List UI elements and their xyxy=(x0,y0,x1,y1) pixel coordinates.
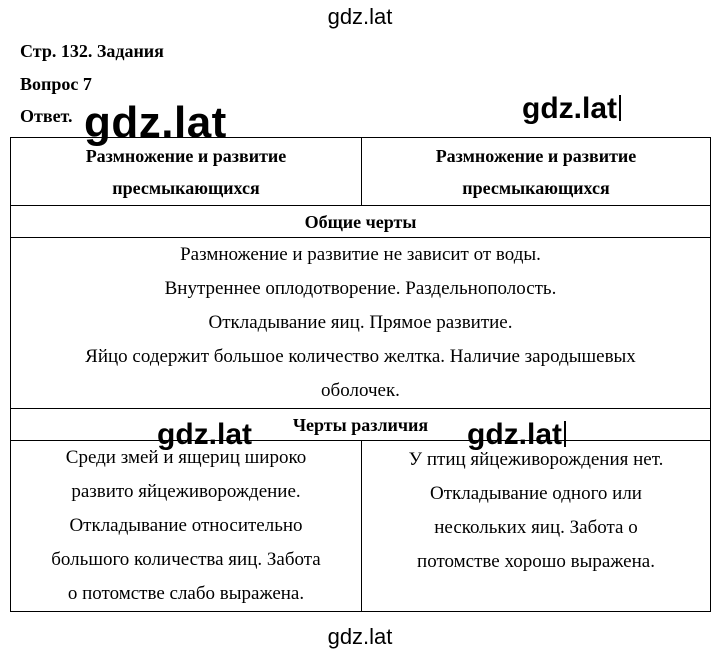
common-line: оболочек. xyxy=(321,380,400,401)
common-line: Откладывание яиц. Прямое развитие. xyxy=(208,312,513,333)
watermark-bottom: gdz.lat xyxy=(327,624,393,649)
left-line: развито яйцеживорождение. xyxy=(71,481,301,502)
watermark-bar xyxy=(564,421,566,447)
watermark-right-text: gdz.lat xyxy=(522,92,617,125)
right-line: потомстве хорошо выражена. xyxy=(417,551,655,572)
page-reference: Стр. 132. Задания xyxy=(20,41,164,61)
common-features-cell xyxy=(11,238,711,409)
watermark-large: gdz.lat xyxy=(84,98,227,147)
differences-title: Черты различия xyxy=(11,409,711,441)
right-line: Откладывание одного или xyxy=(430,483,642,504)
left-line: о потомстве слабо выражена. xyxy=(67,583,305,604)
common-line: Яйцо содержит большое количество желтка. Наличие зародышевых xyxy=(85,346,636,367)
right-line: У птиц яйцеживорождения нет. xyxy=(408,449,664,470)
left-line: Среди змей и ящериц широко xyxy=(65,447,307,468)
column-header-right-line-1: Размножение и развитие xyxy=(435,145,637,166)
watermark-middle-right-text: gdz.lat xyxy=(467,418,562,451)
column-header-left-line-1: Размножение и развитие xyxy=(85,145,287,166)
common-line: Размножение и развитие не зависит от воды. xyxy=(180,244,541,265)
comparison-table xyxy=(10,137,711,612)
differences-left-cell xyxy=(11,441,362,612)
column-header-right xyxy=(362,138,711,206)
common-line: Внутреннее оплодотворение. Раздельнополость. xyxy=(164,278,557,299)
answer-label: Ответ. xyxy=(20,106,73,126)
watermark-bar xyxy=(619,95,621,121)
column-header-left-line-2: пресмыкающихся xyxy=(112,177,260,198)
common-features-title: Общие черты xyxy=(11,206,711,238)
watermark-top: gdz.lat xyxy=(327,4,393,29)
differences-right-cell xyxy=(362,441,711,612)
watermark-right xyxy=(522,92,621,126)
left-line: Откладывание относительно xyxy=(69,515,303,536)
right-line: нескольких яиц. Забота о xyxy=(434,517,638,538)
left-line: большого количества яиц. Забота xyxy=(51,549,321,570)
question-number: Вопрос 7 xyxy=(20,74,92,94)
watermark-middle-left: gdz.lat xyxy=(157,418,252,451)
watermark-middle-right xyxy=(467,418,566,452)
column-header-right-line-2: пресмыкающихся xyxy=(462,177,610,198)
